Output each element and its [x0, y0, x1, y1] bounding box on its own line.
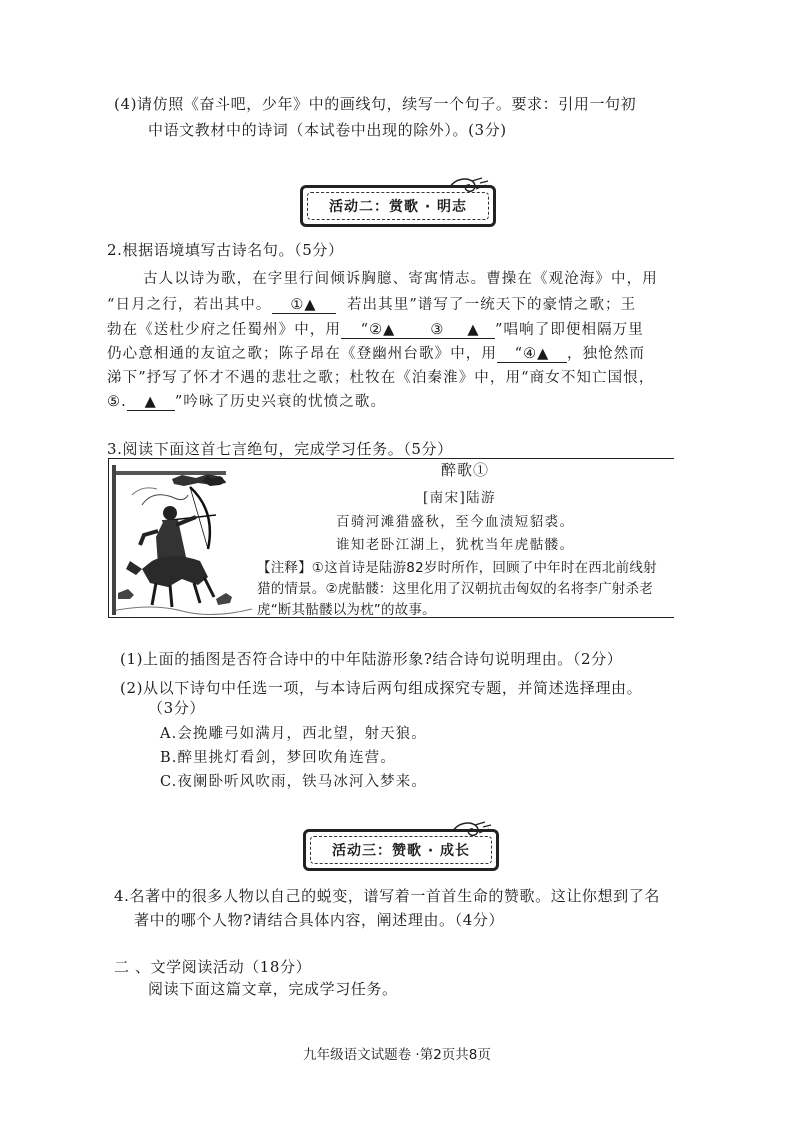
question-2-para-line5: 涕下”抒写了怀才不遇的悲壮之歌；杜牧在《泊秦淮》中，用“商女不知亡国恨，	[107, 370, 655, 386]
fill-blank-1[interactable]: ①▲	[272, 297, 336, 314]
text-span: ②▲	[369, 322, 396, 338]
question-4-sub-line2: 中语文教材中的诗词（本试卷中出现的除外）。(3分)	[148, 121, 507, 139]
fill-blank-2[interactable]	[341, 322, 415, 339]
activity-3-label: 活动三：赞歌 · 成长	[310, 836, 492, 864]
question-2-title: 2.根据语境填写古诗名句。（5分）	[107, 241, 344, 259]
question-2-para-line6	[107, 390, 386, 411]
fill-blank-3[interactable]	[415, 322, 495, 339]
poem-note-line1: 【注释】①这首诗是陆游82岁时所作，回顾了中年时在西北前线射	[257, 560, 657, 576]
question-2-para-line3	[107, 318, 644, 339]
text-span: 若出其里”谱写了一统天下的豪情之歌；王	[346, 297, 637, 313]
poem-line-2: 谁知老卧江湖上，犹枕当年虎骷髅。	[336, 537, 575, 553]
option-c: C.夜阑卧听风吹雨，铁马冰河入梦来。	[160, 774, 427, 790]
text-span: ▲	[467, 322, 480, 338]
fill-blank-5[interactable]: ▲	[127, 394, 175, 411]
option-a: A.会挽雕弓如满月，西北望，射天狼。	[160, 726, 427, 742]
text-span: “	[360, 322, 370, 338]
question-2-para-line1: 古人以诗为歌，在字里行间倾诉胸臆、寄寓情志。曹操在《观沧海》中，用	[143, 271, 658, 287]
activity-2-banner	[300, 175, 500, 230]
text-span: ⑤.	[107, 394, 127, 410]
poem-note-line2: 猎的情景。②虎骷髅：这里化用了汉朝抗击匈奴的名将李广射杀老	[257, 581, 653, 597]
archer-illustration	[112, 465, 252, 615]
poem-author: [南宋]陆游	[423, 490, 496, 506]
question-3-sub-2-line2: （3分）	[148, 699, 205, 717]
poem-title: 醉歌①	[441, 461, 490, 479]
question-4-sub-line1: (4)请仿照《奋斗吧，少年》中的画线句，续写一个句子。要求：引用一句初	[114, 95, 637, 113]
section-2-title: 二 、文学阅读活动（18分）	[114, 958, 312, 976]
text-span: “日月之行，若出其中。	[107, 297, 272, 313]
text-span: 勃在《送杜少府之任蜀州》中，用	[107, 322, 341, 338]
text-span: ”唱响了即便相隔万里	[495, 322, 644, 338]
text-span: ③	[430, 322, 445, 338]
question-2-para-line2	[107, 293, 636, 314]
poem-line-1: 百骑河滩猎盛秋，至今血渍短貂裘。	[336, 514, 575, 530]
question-2-para-line4	[107, 342, 645, 363]
activity-2-label: 活动二：赏歌 · 明志	[307, 192, 489, 220]
activity-3-banner	[303, 819, 503, 874]
question-3-sub-1: (1)上面的插图是否符合诗中的中年陆游形象?结合诗句说明理由。（2分）	[120, 650, 623, 668]
text-span: ，独怆然而	[567, 346, 645, 362]
text-span: ”吟咏了历史兴衰的忧愤之歌。	[174, 394, 387, 410]
poem-note-line3: 虎“断其骷髅以为枕”的故事。	[257, 602, 436, 618]
text-span: 仍心意相通的友谊之歌；陈子昂在《登幽州台歌》中，用	[107, 346, 497, 362]
page-footer: 九年级语文试题卷 ·第2页共8页	[303, 1047, 491, 1063]
option-b: B.醉里挑灯看剑，梦回吹角连营。	[160, 750, 396, 766]
question-3-title: 3.阅读下面这首七言绝句，完成学习任务。（5分）	[107, 440, 453, 458]
fill-blank-4[interactable]: “④▲	[497, 346, 567, 363]
question-4-line2: 著中的哪个人物?请结合具体内容，阐述理由。（4分）	[134, 911, 505, 929]
divider	[108, 459, 109, 617]
section-2-intro: 阅读下面这篇文章，完成学习任务。	[148, 980, 398, 998]
question-3-sub-2-line1: (2)从以下诗句中任选一项，与本诗后两句组成探究专题，并简述选择理由。	[120, 679, 643, 697]
question-4-line1: 4.名著中的很多人物以自己的蜕变，谱写着一首首生命的赞歌。这让你想到了名	[114, 887, 660, 905]
